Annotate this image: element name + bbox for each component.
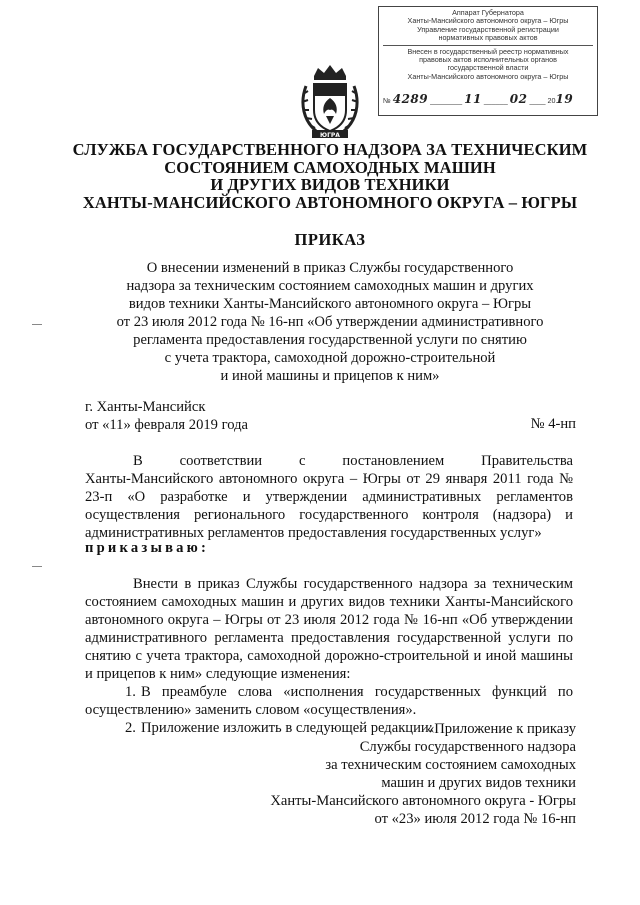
margin-mark <box>32 324 42 325</box>
document-date: от «11» февраля 2019 года <box>85 417 249 433</box>
subject-line: с учета трактора, самоходной дорожно-строительной <box>164 350 496 366</box>
stamp-line: Ханты-Мансийского автономного округа – Югры <box>407 16 569 26</box>
coat-of-arms-icon <box>296 62 364 140</box>
stamp-reg-month: 02 <box>509 91 528 106</box>
document-subject <box>95 259 565 385</box>
stamp-line: Внесен в государственный реестр нормативных <box>407 46 569 56</box>
preamble-rest: Ханты-Мансийского автономного округа – Югры от 29 января 2011 года № 23-п «О разработке и утверждении административных регламентов осуществления регионального государственного контроля (надзора) и административных регламентов предоставления государственных услуг» <box>85 471 573 541</box>
place-and-date <box>85 398 248 434</box>
order-body <box>85 575 573 737</box>
stamp-registration-line: № 4289 ________ 11 ______ 02 ____ 2019 <box>383 91 574 106</box>
appendix-line: машин и других видов техники <box>381 775 576 791</box>
appendix-line: «Приложение к приказу <box>426 721 576 737</box>
subject-line: видов техники Ханты-Мансийского автономного округа – Югры <box>128 296 532 312</box>
stamp-reg-prefix: № <box>383 95 391 105</box>
order-paragraph: Внести в приказ Службы государственного надзора за техническим состоянием самоходных машин и других видов техники Ханты-Мансийского автономного округа – Югры от 23 июля 2012 года № 16-нп «Об утверждении административного регламента предоставления государственной услуги по снятию с учета трактора, самоходной дорожно-строительной и иной машины и прицепов к ним» следующие изменения: <box>85 576 573 682</box>
subject-line: надзора за техническим состоянием самоходных машин и других <box>126 278 534 294</box>
stamp-line: Аппарат Губернатора <box>452 8 524 17</box>
header-line: И ДРУГИХ ВИДОВ ТЕХНИКИ <box>210 175 450 194</box>
order-item-1 <box>85 683 573 719</box>
stamp-line: государственной власти <box>447 63 529 73</box>
header-line: СОСТОЯНИЕМ САМОХОДНЫХ МАШИН <box>164 157 496 177</box>
stamp-line: Управление государственной регистрации <box>417 24 559 34</box>
emblem-ribbon-label: ЮГРА <box>320 132 340 139</box>
margin-mark <box>32 566 42 567</box>
subject-line: О внесении изменений в приказ Службы государственного <box>146 260 514 276</box>
preamble-paragraph <box>85 452 573 542</box>
stamp-reg-number: 4289 <box>392 91 429 106</box>
document-number: № 4-нп <box>530 416 576 432</box>
stamp-reg-year: 19 <box>555 91 574 106</box>
organization-header <box>60 141 600 211</box>
stamp-line: Ханты-Мансийского автономного округа – Югры <box>407 71 569 81</box>
appendix-header <box>216 720 576 828</box>
subject-line: регламента предоставления государственной услуги по снятию <box>133 332 527 348</box>
stamp-line: правовых актов исполнительных органов <box>419 55 557 65</box>
item-number: 1. <box>125 684 136 700</box>
registration-stamp <box>378 6 598 116</box>
stamp-line: нормативных правовых актов <box>438 33 538 43</box>
appendix-line: от «23» июля 2012 года № 16-нп <box>374 811 576 827</box>
header-line: ХАНТЫ-МАНСИЙСКОГО АВТОНОМНОГО ОКРУГА – ЮГРЫ <box>82 192 578 212</box>
subject-line: от 23 июля 2012 года № 16-нп «Об утверждении административного <box>116 314 544 330</box>
place: г. Ханты-Мансийск <box>85 399 206 415</box>
item-text: Приложение изложить в следующей редакции: <box>141 720 433 736</box>
header-line: СЛУЖБА ГОСУДАРСТВЕННОГО НАДЗОРА ЗА ТЕХНИЧЕСКИМ <box>72 140 588 159</box>
stamp-divider <box>383 45 593 46</box>
stamp-reg-day: 11 <box>464 91 482 106</box>
item-number: 2. <box>125 720 136 736</box>
stamp-reg-year-prefix: 20 <box>547 95 556 105</box>
item-text: В преамбуле слова «исполнения государственных функций по осуществлению» заменить словом «осуществления». <box>85 684 573 718</box>
appendix-line: за техническим состоянием самоходных <box>325 757 576 773</box>
preamble-first-line: В соответствии с постановлением Правительства <box>133 453 573 469</box>
subject-line: и иной машины и прицепов к ним» <box>220 368 440 384</box>
document-title: ПРИКАЗ <box>294 230 366 249</box>
order-word: приказываю: <box>85 540 210 556</box>
appendix-line: Службы государственного надзора <box>359 739 576 755</box>
appendix-line: Ханты-Мансийского автономного округа - Югры <box>270 793 576 809</box>
